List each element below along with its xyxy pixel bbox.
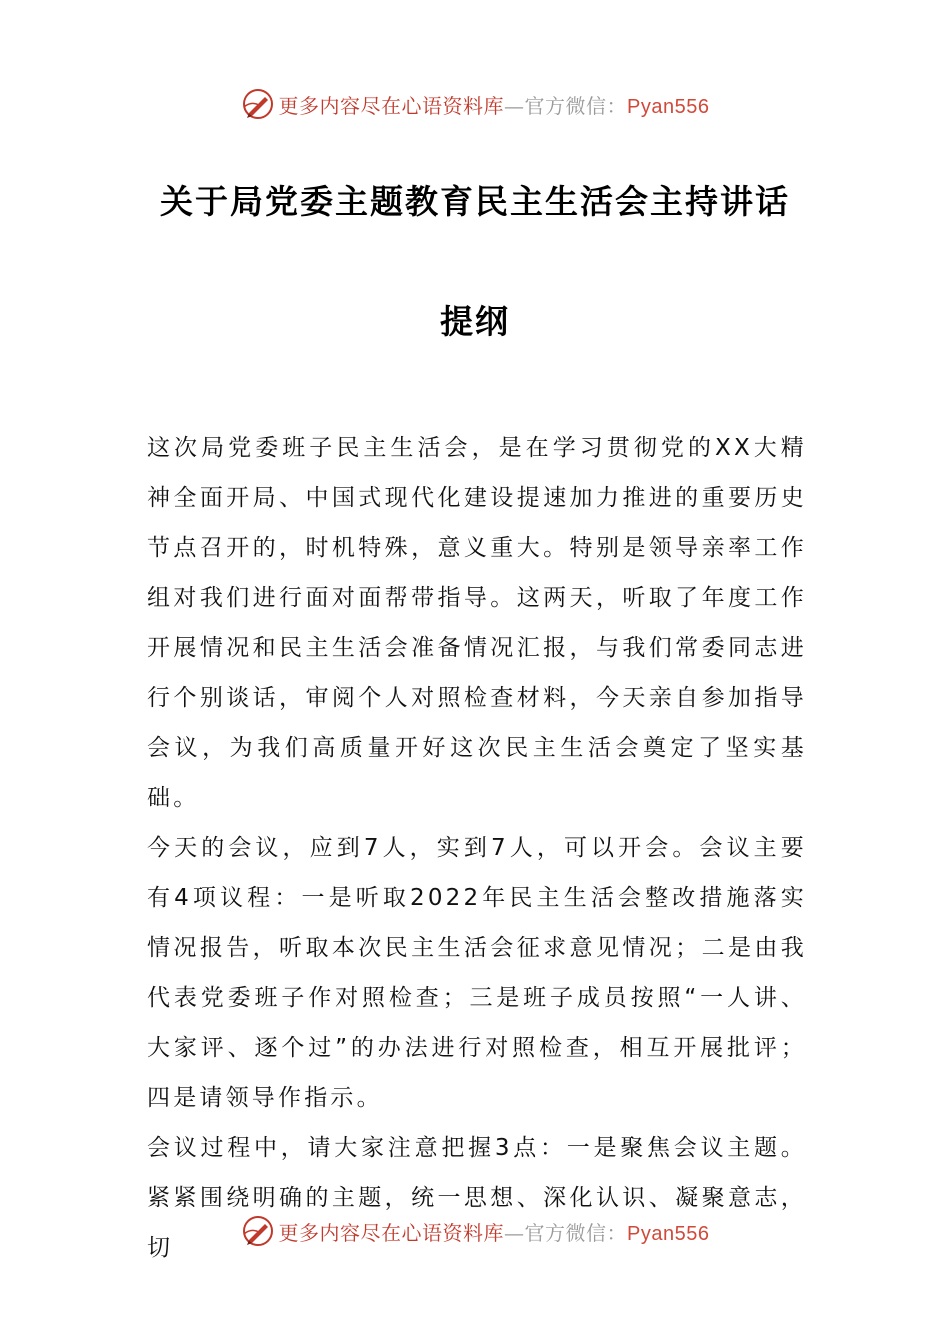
pen-logo-icon bbox=[241, 1214, 275, 1248]
paragraph-opening: 这次局党委班子民主生活会，是在学习贯彻党的XX大精神全面开局、中国式现代化建设提速加力推进的重要历史节点召开的，时机特殊，意义重大。特别是领导亲率工作组对我们进行面对面帮带指导。这两天，听取了年度工作开展情况和民主生活会准备情况汇报，与我们常委同志进行个别谈话，审阅个人对照检查材料，今天亲自参加指导会议，为我们高质量开好这次民主生活会奠定了坚实基础。 bbox=[147, 435, 807, 811]
document-title: 关于局党委主题教育民主生活会主持讲话 bbox=[160, 182, 790, 221]
document-body bbox=[147, 423, 807, 1273]
paragraph-requirements: 会议过程中，请大家注意把握3点：一是聚焦会议主题。紧紧围绕明确的主题，统一思想、深化认识、凝聚意志，切 bbox=[147, 1135, 807, 1261]
header-watermark bbox=[0, 84, 950, 124]
watermark-text: 更多内容尽在心语资料库—官方微信：Pyan556 bbox=[278, 93, 710, 118]
pen-logo-icon bbox=[241, 87, 275, 121]
paragraph-agenda: 今天的会议，应到7人，实到7人，可以开会。会议主要有4项议程：一是听取2022年民主生活会整改措施落实情况报告，听取本次民主生活会征求意见情况；二是由我代表党委班子作对照检查；三是班子成员按照“一人讲、大家评、逐个过”的办法进行对照检查，相互开展批评；四是请领导作指示。 bbox=[147, 835, 807, 1111]
watermark-text: 更多内容尽在心语资料库—官方微信：Pyan556 bbox=[278, 1220, 710, 1245]
footer-watermark bbox=[0, 1211, 950, 1251]
document-title-continued: 提纲 bbox=[440, 302, 510, 341]
